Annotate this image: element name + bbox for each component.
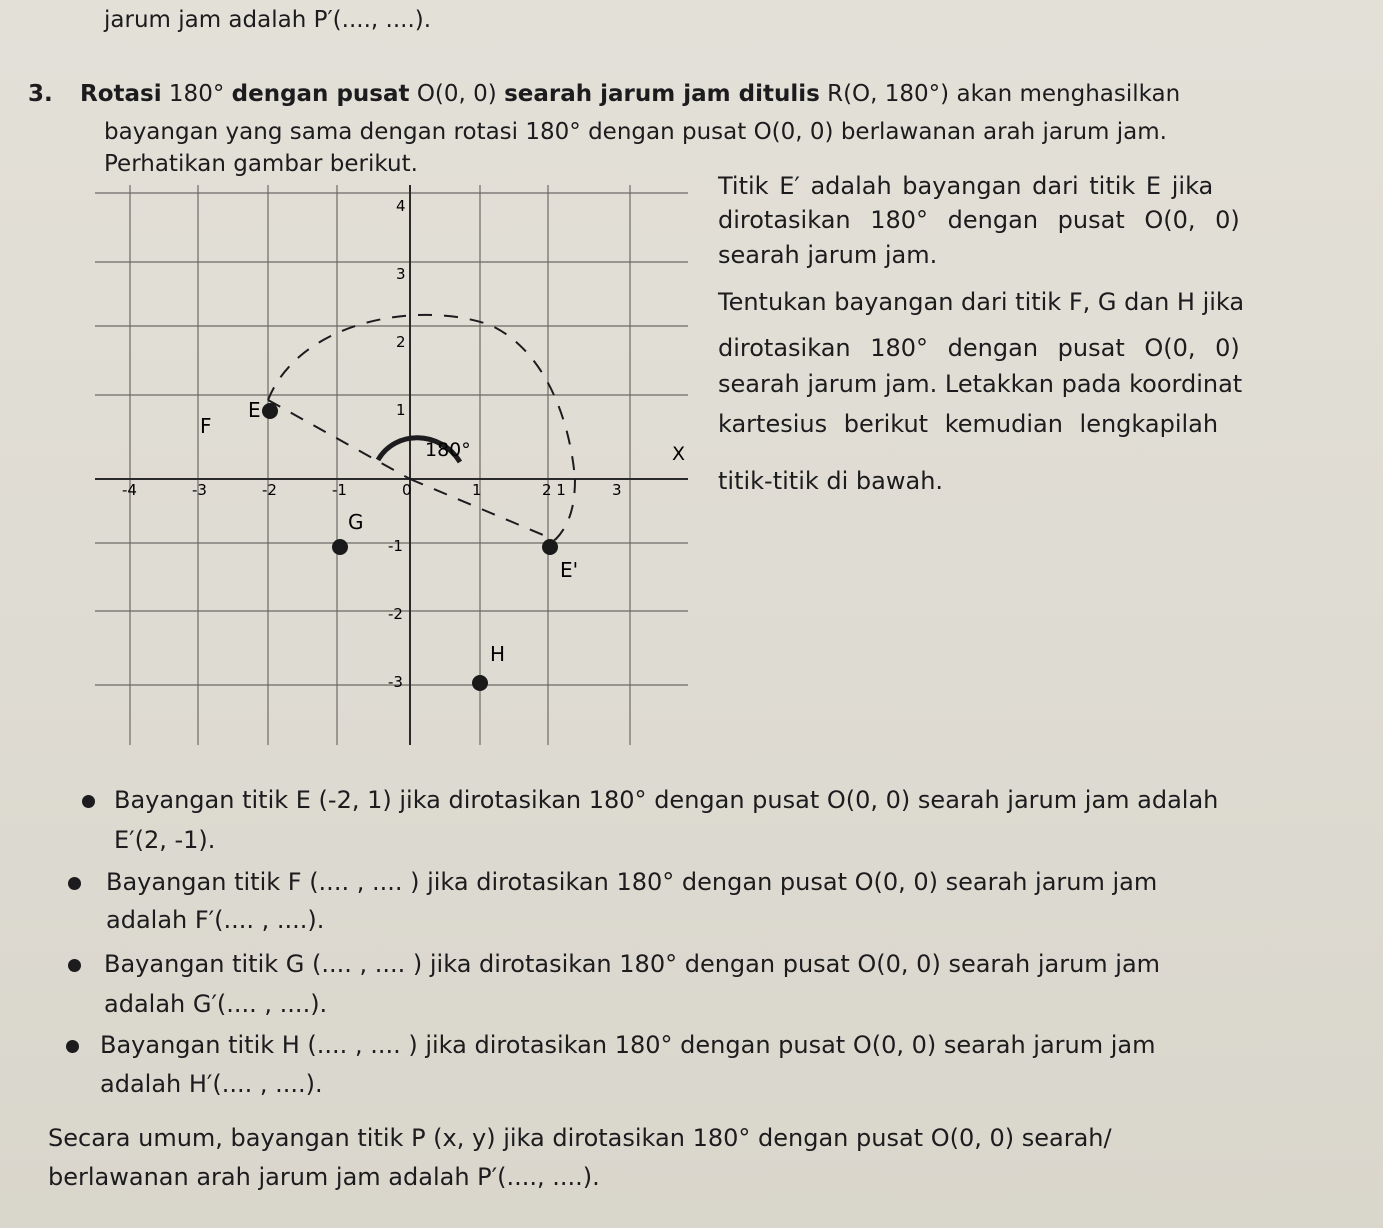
right-p2-line3: searah jarum jam. Letakkan pada koordinat: [718, 370, 1243, 398]
problem-origin: O(0, 0): [416, 81, 497, 107]
bullet-e-line1: Bayangan titik E (-2, 1) jika dirotasikan 180° dengan pusat O(0, 0) searah jarum jam adalah: [114, 786, 1219, 814]
x-tick-label: 2 1: [542, 481, 566, 499]
x-tick-label: -3: [192, 481, 207, 499]
problem-notation: R(O, 180°): [827, 81, 950, 107]
bullet-h-line1: Bayangan titik H (.... , .... ) jika dirotasikan 180° dengan pusat O(0, 0) searah jarum jam: [100, 1031, 1156, 1059]
bullet-g-line1: Bayangan titik G (.... , .... ) jika dirotasikan 180° dengan pusat O(0, 0) searah jarum jam: [104, 950, 1161, 978]
point-label: H: [490, 642, 506, 666]
right-p2-line5: titik-titik di bawah.: [718, 467, 944, 495]
bullet-f-line1: Bayangan titik F (.... , .... ) jika dirotasikan 180° dengan pusat O(0, 0) searah jarum jam: [106, 868, 1158, 896]
y-tick-label: 1: [396, 401, 406, 419]
x-tick-label: -1: [332, 481, 347, 499]
y-tick-label: -1: [388, 537, 403, 555]
x-tick-label: 0: [402, 481, 412, 499]
y-tick-label: 3: [396, 265, 406, 283]
right-p1-line3: searah jarum jam.: [718, 241, 938, 269]
cartesian-graph: [0, 175, 700, 755]
point-label: E': [560, 558, 579, 582]
x-tick-labels: [122, 481, 622, 499]
conclusion-line1: Secara umum, bayangan titik P (x, y) jika dirotasikan 180° dengan pusat O(0, 0) searah/: [48, 1124, 1112, 1152]
bullet-dot: [66, 1040, 79, 1053]
x-tick-label: 3: [612, 481, 622, 499]
problem-word-akan: akan menghasilkan: [956, 81, 1181, 107]
bullet-dot: [68, 959, 81, 972]
right-p1-line1: Titik E′ adalah bayangan dari titik E jika: [718, 172, 1214, 200]
angle-label: 180°: [425, 439, 471, 461]
x-tick-label: -4: [122, 481, 137, 499]
y-tick-label: 4: [396, 197, 406, 215]
y-tick-label: -2: [388, 605, 403, 623]
x-tick-label: -2: [262, 481, 277, 499]
problem-line-1: [80, 80, 1180, 108]
y-tick-label: 2: [396, 333, 406, 351]
y-tick-label: -3: [388, 673, 403, 691]
problem-line-3: Perhatikan gambar berikut.: [104, 151, 418, 177]
point-label: E: [248, 398, 261, 422]
point-e-prime: [542, 539, 558, 555]
point-e: [262, 403, 278, 419]
problem-word-pusat: dengan pusat: [231, 81, 410, 107]
problem-number: 3.: [28, 81, 53, 107]
right-p2-line1: Tentukan bayangan dari titik F, G dan H jika: [718, 288, 1245, 316]
x-axis-label: X: [672, 443, 686, 465]
point-g: [332, 539, 348, 555]
bullet-e-line2: E′(2, -1).: [114, 826, 216, 854]
bullet-h-line2: adalah H′(.... , ....).: [100, 1070, 323, 1098]
segment-e-origin: [268, 400, 410, 479]
right-p2-line2: dirotasikan 180° dengan pusat O(0, 0): [718, 334, 1240, 362]
bullet-dot: [68, 877, 81, 890]
right-p1-line2: dirotasikan 180° dengan pusat O(0, 0): [718, 206, 1240, 234]
top-line: jarum jam adalah P′(...., ....).: [104, 7, 432, 33]
grid-lines: [95, 185, 688, 745]
problem-degree: 180°: [168, 81, 225, 107]
problem-word-rotasi: Rotasi: [80, 81, 162, 107]
point-h: [472, 675, 488, 691]
segment-origin-e-prime: [410, 479, 555, 540]
point-label: F: [200, 414, 212, 438]
bullet-g-line2: adalah G′(.... , ....).: [104, 990, 328, 1018]
problem-line-2: bayangan yang sama dengan rotasi 180° dengan pusat O(0, 0) berlawanan arah jarum jam.: [104, 119, 1167, 145]
x-tick-label: 1: [472, 481, 482, 499]
rotation-arc-dashed: [268, 315, 575, 479]
conclusion-line2: berlawanan arah jarum jam adalah P′(...., ....).: [48, 1163, 600, 1191]
bullet-f-line2: adalah F′(.... , ....).: [106, 906, 325, 934]
problem-word-searah: searah jarum jam ditulis: [504, 81, 820, 107]
bullet-dot: [82, 795, 95, 808]
point-label: G: [348, 510, 364, 534]
right-p2-line4: kartesius berikut kemudian lengkapilah: [718, 410, 1219, 438]
